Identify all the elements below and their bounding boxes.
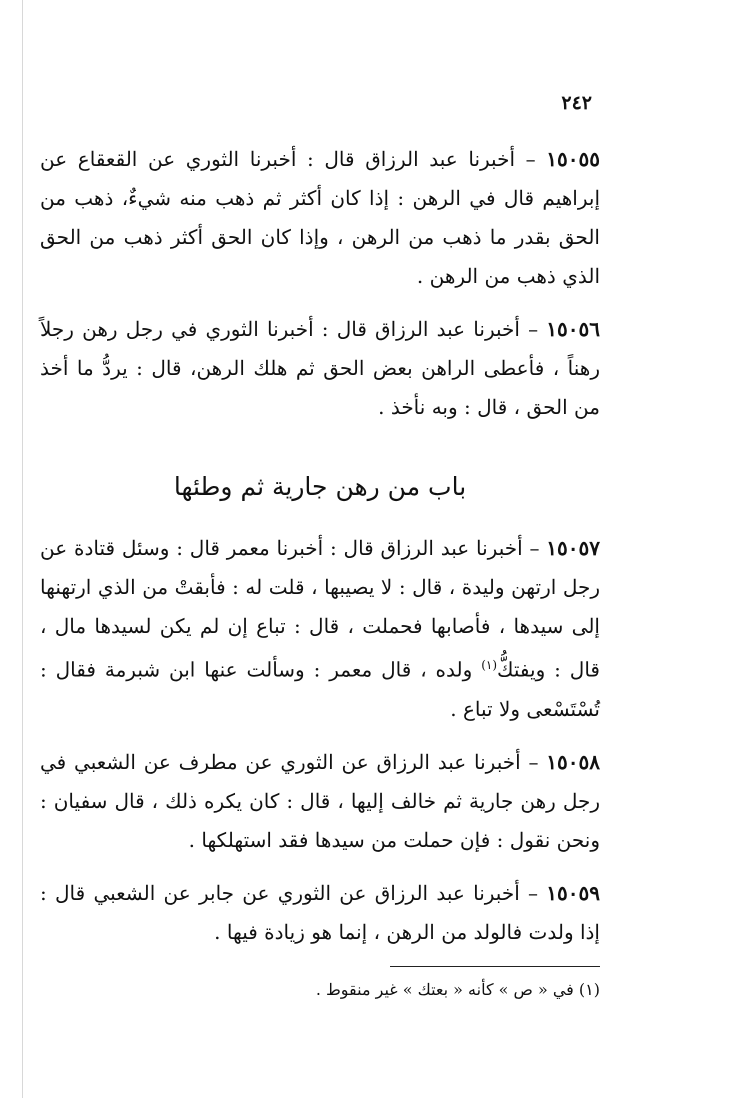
footnote-divider [390,966,600,967]
entry-15057 [40,529,600,729]
entry-text: – أخبرنا عبد الرزاق قال : أخبرنا الثوري عن القعقاع عن إبراهيم قال في الرهن : إذا كان أكثر ثم ذهب منه شيءٌ، ذهب من الحق بقدر ما ذهب من الرهن ، وإذا كان الحق أكثر ذهب من الحق الذي ذهب من الرهن . [40,147,600,288]
book-page [40,88,600,1005]
entry-text: – أخبرنا عبد الرزاق قال : أخبرنا معمر قال : وسئل قتادة عن رجل ارتهن وليدة ، قال : لا يصيبها ، قلت له : فأبقتْ من الذي ارتهنها إلى سيدها ، فأصابها فحملت ، قال : تباع إن لم يكن لسيدها مال ، قال : ويفتكُّ [40,536,600,682]
entry-text: – أخبرنا عبد الرزاق عن الثوري عن جابر عن الشعبي قال : إذا ولدت فالولد من الرهن ، إنما هو زيادة فيها . [40,880,600,944]
entry-number: ١٥٠٥٥ [546,147,600,171]
entry-number: ١٥٠٥٨ [546,749,600,774]
margin-rule [22,0,23,1098]
entry-number: ١٥٠٥٩ [546,880,600,905]
entry-number: ١٥٠٥٦ [546,317,600,341]
page-number: ٢٤٢ [561,92,592,114]
entry-number: ١٥٠٥٧ [546,536,600,560]
entry-text: – أخبرنا عبد الرزاق قال : أخبرنا الثوري في رجل رهن رجلاً رهناً ، فأعطى الراهن بعض الحق ثم هلك الرهن، قال : يردُّ ما أخذ من الحق ، قال : وبه نأخذ . [40,317,600,419]
footnote-reference: (١) [481,658,498,672]
entry-15059 [40,874,600,952]
entry-15055 [40,140,600,296]
entry-15058 [40,743,600,860]
entry-text: – أخبرنا عبد الرزاق عن الثوري عن مطرف عن الشعبي في رجل رهن جارية ثم خالف إليها ، قال : كان يكره ذلك ، قال سفيان : ونحن نقول : فإن حملت من سيدها فقد استهلكها . [40,749,600,852]
section-title: باب من رهن جارية ثم وطئها [173,472,467,501]
entry-15056 [40,310,600,427]
entry-text-continued: ولده ، قال معمر : وسألت عنها ابن شبرمة فقال : تُسْتَسْعى ولا تباع . [40,657,600,721]
footnote: (١) في « ص » كأنه « بعتك » غير منقوط . [315,979,600,999]
